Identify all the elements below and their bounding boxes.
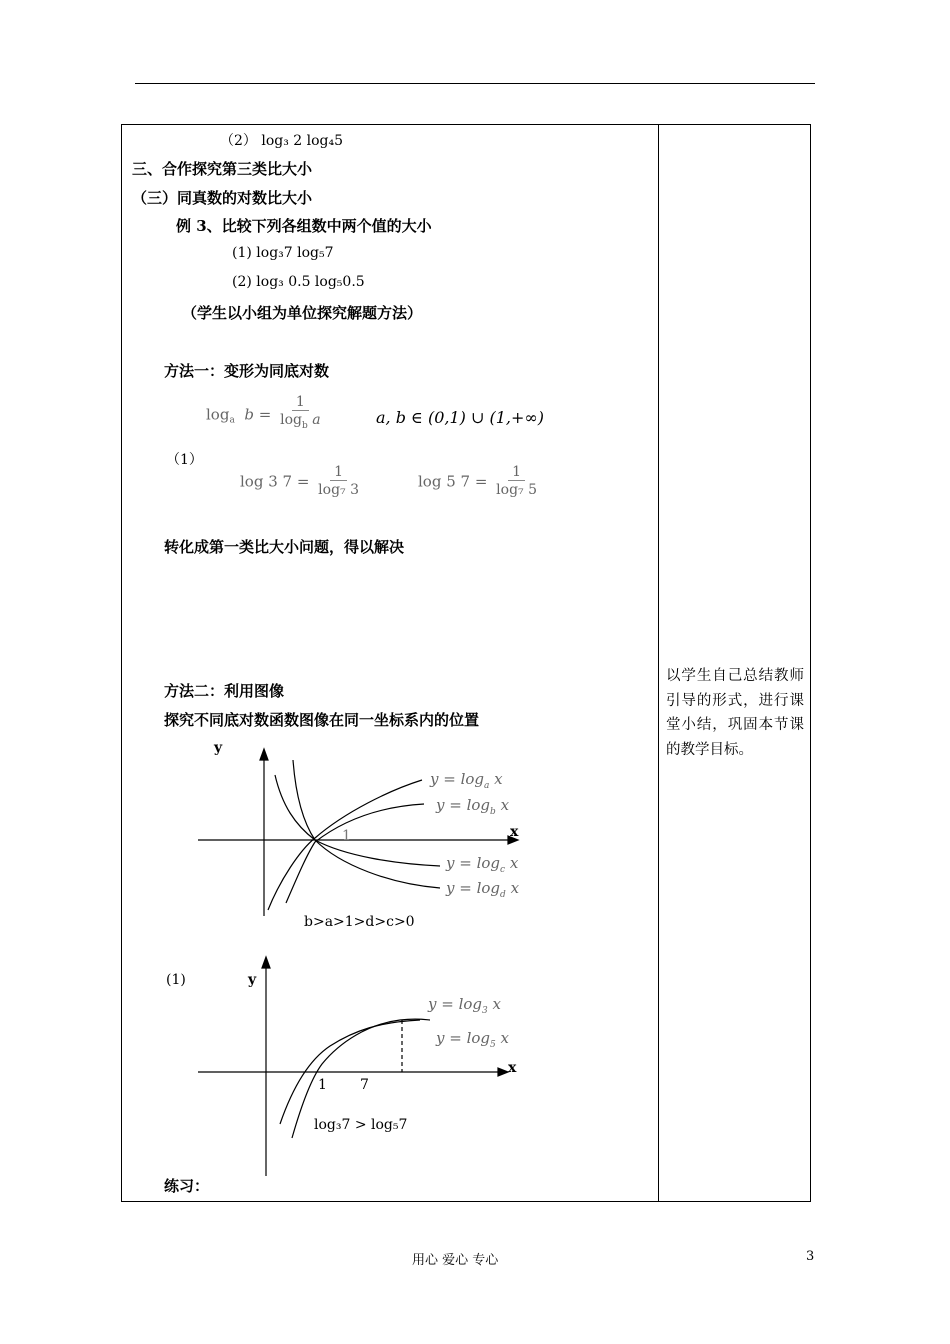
part-1b-label: (1) xyxy=(166,972,186,988)
comparison-result: log₃7 > log₅7 xyxy=(314,1117,408,1133)
example-3-item-1: (1) log₃7 log₅7 xyxy=(232,245,334,261)
graph2-x-arrow xyxy=(498,1068,508,1076)
method-2: 方法二：利用图像 xyxy=(164,682,285,700)
base-order: b>a>1>d>c>0 xyxy=(304,914,415,930)
graph2-seven-label: 7 xyxy=(360,1077,369,1093)
footer-text: 用心 爱心 专心 xyxy=(412,1253,499,1268)
graph2-x-label: x xyxy=(508,1060,517,1076)
section-3-heading: 三、合作探究第三类比大小 xyxy=(132,160,313,178)
graph1-y-label: y xyxy=(214,740,223,756)
domain-condition: a, b ∈ (0,1) ∪ (1,+∞) xyxy=(376,408,544,427)
change-of-base-formula: $\log_a b$ = $\frac{1}{\log_b a}$ xyxy=(206,394,321,431)
label-log-b: $y = \log_b x$ xyxy=(436,796,510,817)
conversion-1: log 3 7 = $\frac{1}{\text{log₇ 3}}$ xyxy=(240,464,360,498)
transform-text: 转化成第一类比大小问题，得以解决 xyxy=(164,538,405,556)
practice-label: 练习： xyxy=(164,1177,210,1195)
graph2-one-label: 1 xyxy=(318,1077,327,1093)
side-note: 以学生自己总结教师引导的形式，进行课堂小结，巩固本节课的教学目标。 xyxy=(666,668,804,758)
graph-2 xyxy=(198,957,508,1176)
label-log-d: $y = \log_d x$ xyxy=(446,879,520,900)
part-1-label: （1） xyxy=(166,452,203,468)
graph2-y-label: y xyxy=(248,972,257,988)
conversion-2: log 5 7 = $\frac{1}{\text{log₇ 5}}$ xyxy=(418,464,538,498)
explore-text: 探究不同底对数函数图像在同一坐标系内的位置 xyxy=(164,711,480,729)
ex-prev-2: （2） log₃ 2 log₄5 xyxy=(220,133,344,149)
graph2-y-arrow xyxy=(262,957,270,968)
example-3-item-2: (2) log₃ 0.5 log₅0.5 xyxy=(232,274,365,290)
graph1-one-label: 1 xyxy=(342,828,351,844)
subsection-3-heading: （三）同真数的对数比大小 xyxy=(132,189,313,207)
curve-log-c xyxy=(293,760,440,866)
example-3: 例 3、比较下列各组数中两个值的大小 xyxy=(176,217,432,235)
label-log-5: $y = \log_5 x$ xyxy=(436,1029,509,1050)
label-log-3: $y = \log_3 x$ xyxy=(428,995,501,1016)
graph1-y-arrow xyxy=(260,749,268,760)
page-number: 3 xyxy=(806,1249,815,1264)
label-log-c: $y = \log_c x$ xyxy=(446,854,519,875)
label-log-a: $y = \log_a x$ xyxy=(430,770,503,791)
method-1: 方法一：变形为同底对数 xyxy=(164,362,330,380)
hint-text: （学生以小组为单位探究解题方法） xyxy=(182,304,423,322)
curve-log-b xyxy=(286,804,424,903)
graph1-x-label: x xyxy=(510,824,519,840)
